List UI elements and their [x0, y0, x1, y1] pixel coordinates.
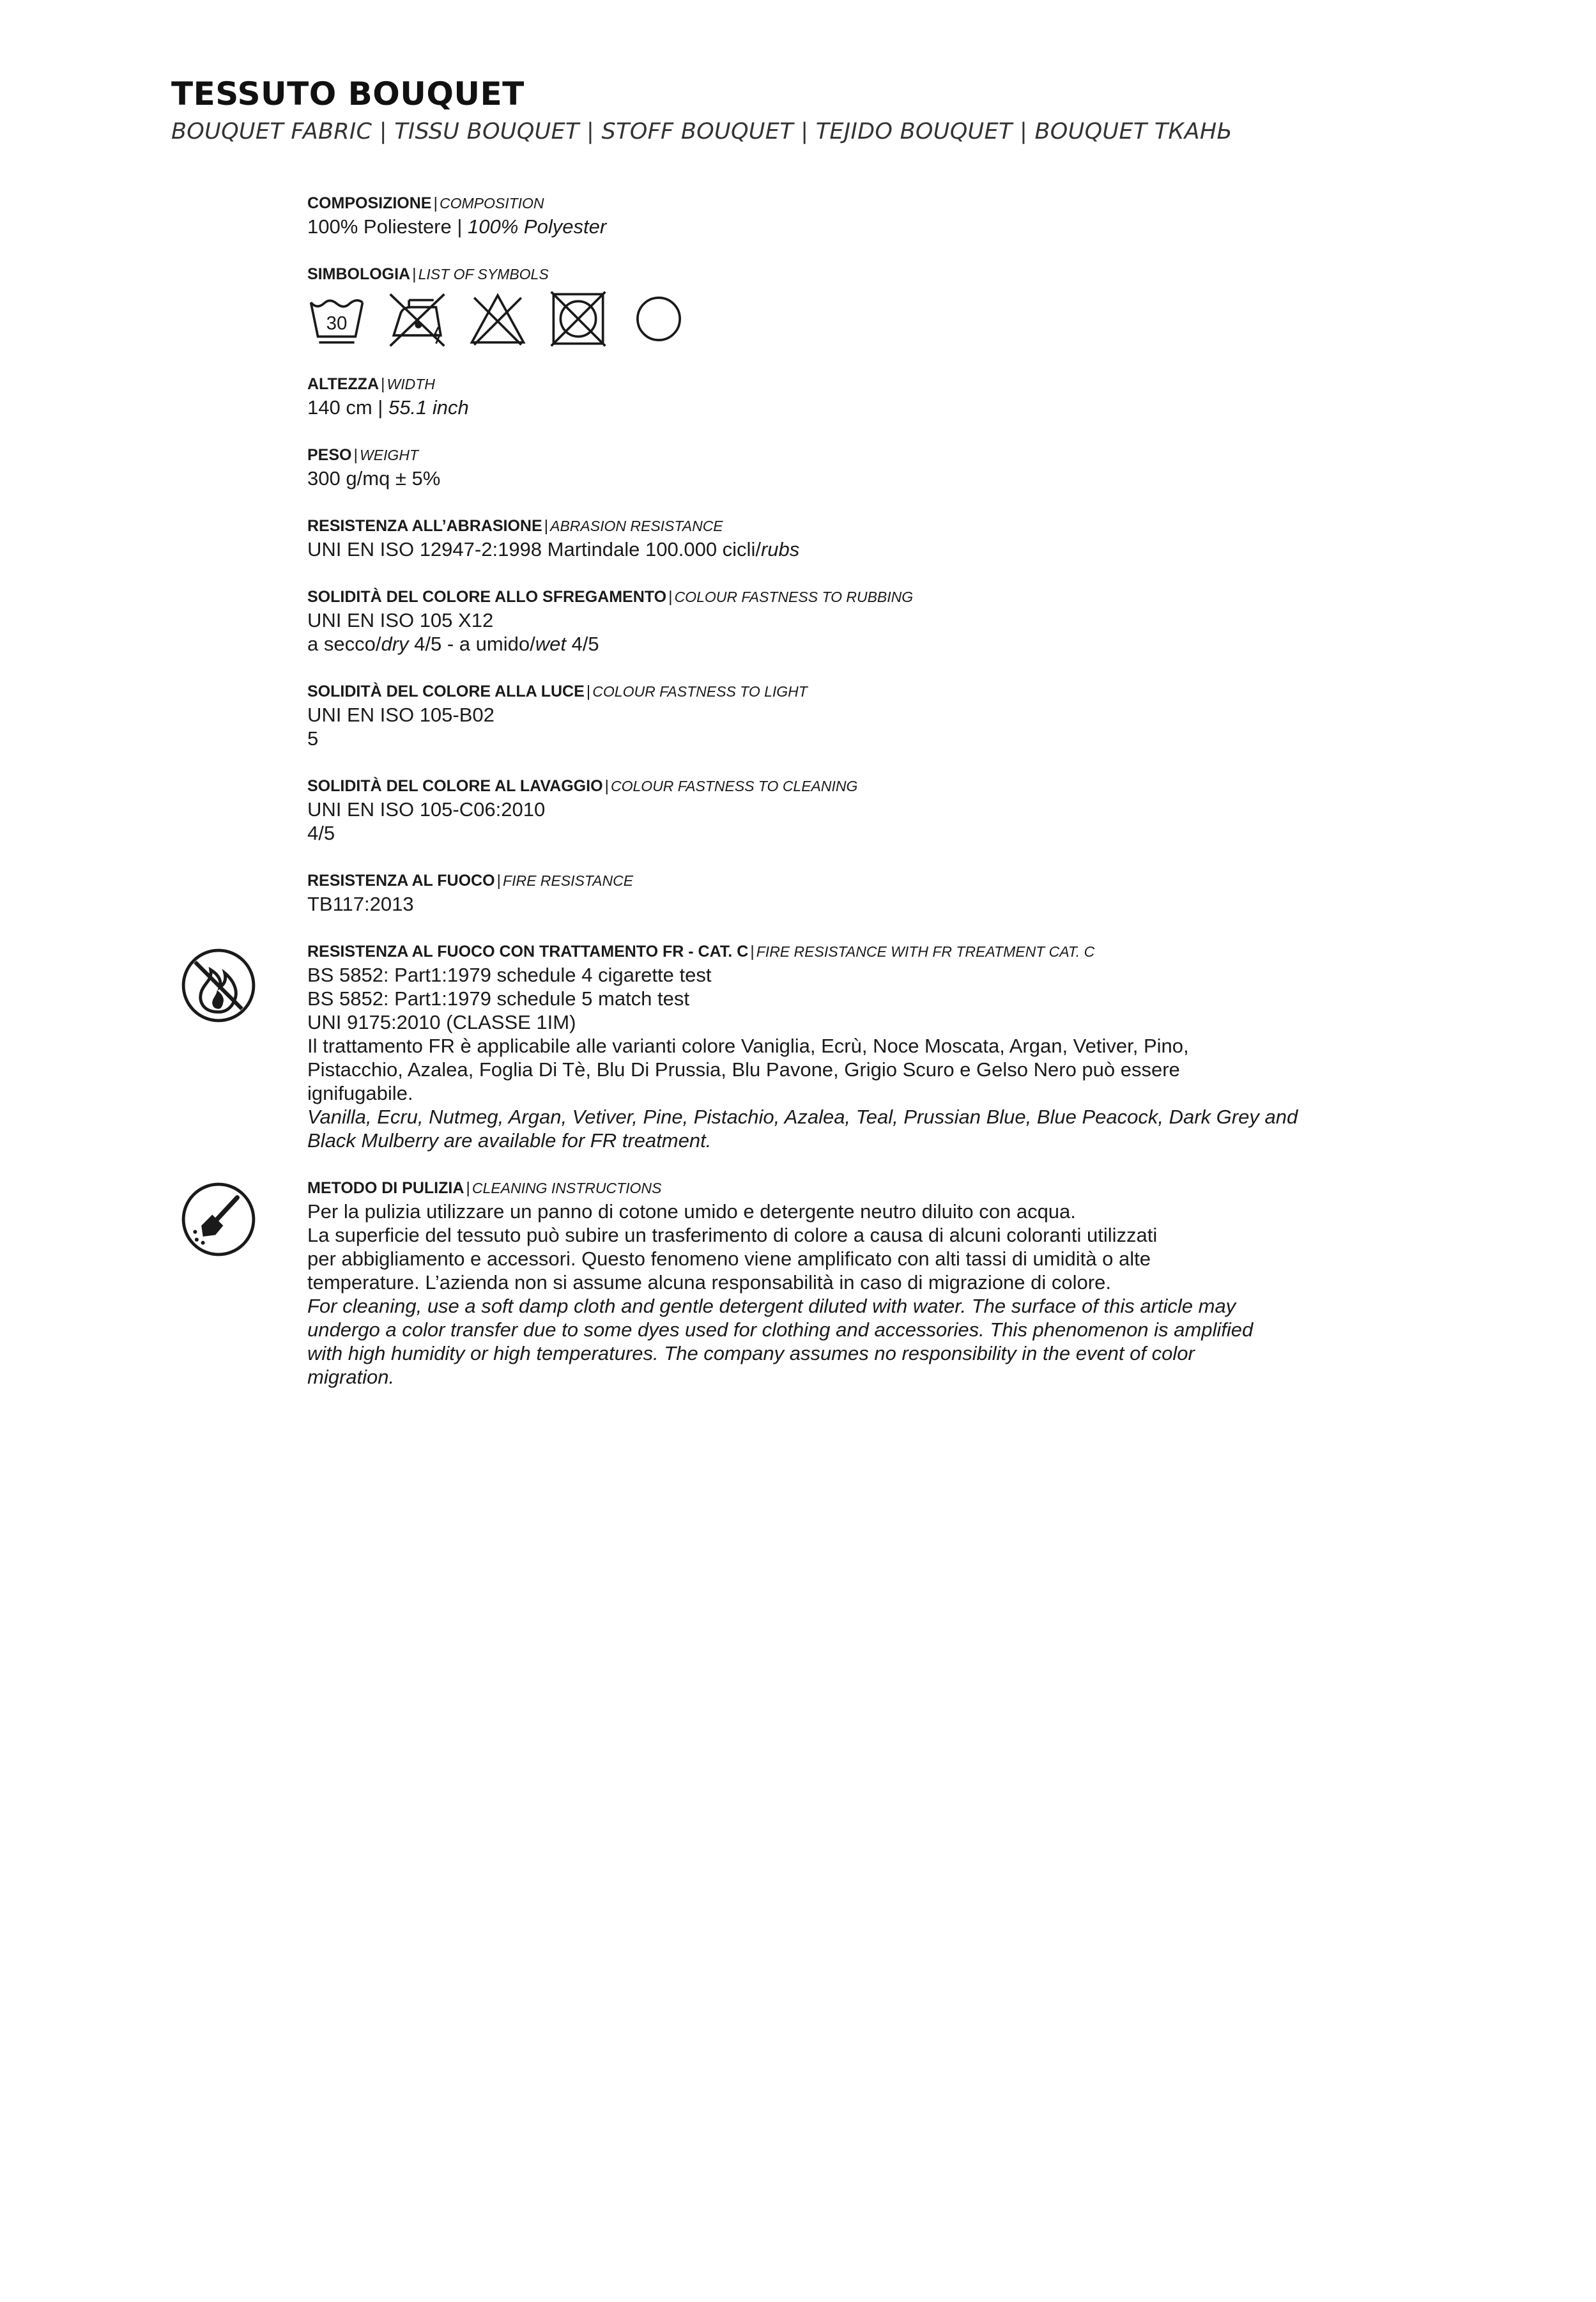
page-subtitle: BOUQUET FABRIC | TISSU BOUQUET | STOFF BOUQUET | TEJIDO BOUQUET | BOUQUET ТКАНЬ — [171, 119, 1232, 144]
fire-fr-line: Pistacchio, Azalea, Foglia Di Tè, Blu Di Prussia, Blu Pavone, Grigio Scuro e Gelso Nero può essere — [307, 1058, 1180, 1081]
fire-fr-line: UNI 9175:2010 (CLASSE 1IM) — [307, 1011, 576, 1033]
no-fire-icon — [180, 946, 257, 1024]
cleaning-brush-icon — [180, 1180, 257, 1258]
dry-clean-icon — [629, 290, 688, 348]
fire-fr-line: BS 5852: Part1:1979 schedule 5 match test — [307, 987, 689, 1010]
section-heading: RESISTENZA AL FUOCO | FIRE RESISTANCE — [307, 872, 634, 890]
cleaning-line: temperature. L’azienda non si assume alcuna responsabilità in caso di migrazione di colore. — [307, 1271, 1111, 1294]
section-heading: SOLIDITÀ DEL COLORE AL LAVAGGIO | COLOUR FASTNESS TO CLEANING — [307, 777, 858, 795]
fire-fr-line: Black Mulberry are available for FR treatment. — [307, 1129, 712, 1152]
fire-fr-line: ignifugabile. — [307, 1082, 413, 1104]
section-heading: RESISTENZA ALL’ABRASIONE | ABRASION RESISTANCE — [307, 517, 723, 535]
cleaning-section — [307, 1177, 1304, 1389]
fire-fr-line: BS 5852: Part1:1979 schedule 4 cigarette test — [307, 964, 712, 986]
composition-section — [307, 192, 1304, 238]
abrasion-section — [307, 514, 1304, 561]
light-section — [307, 680, 1304, 750]
section-heading: SOLIDITÀ DEL COLORE ALLO SFREGAMENTO | COLOUR FASTNESS TO RUBBING — [307, 588, 914, 606]
cleaning-line: per abbigliamento e accessori. Questo fenomeno viene amplificato con alti tassi di umidità o alte — [307, 1248, 1151, 1270]
cleaning-line: La superficie del tessuto può subire un trasferimento di colore a causa di alcuni coloranti utilizzati — [307, 1224, 1158, 1246]
fire-fr-line: Vanilla, Ecru, Nutmeg, Argan, Vetiver, Pine, Pistachio, Azalea, Teal, Prussian Blue, Blue Peacock, Dark Grey and — [307, 1106, 1298, 1128]
rubbing-values: a secco/dry 4/5 - a umido/wet 4/5 — [307, 633, 599, 655]
cleaning-line: with high humidity or high temperatures. The company assumes no responsibility in the event of color — [307, 1342, 1195, 1364]
section-heading: ALTEZZA | WIDTH — [307, 375, 435, 393]
section-heading: SIMBOLOGIA | LIST OF SYMBOLS — [307, 265, 549, 283]
no-iron-icon — [388, 290, 447, 348]
care-symbols — [307, 290, 1304, 348]
light-value: 5 — [307, 727, 319, 750]
spec-list — [307, 192, 1304, 1413]
fire-value: TB117:2013 — [307, 893, 414, 915]
light-standard: UNI EN ISO 105-B02 — [307, 704, 495, 726]
weight-section — [307, 444, 1304, 490]
washing-section — [307, 775, 1304, 845]
fire-fr-line: Il trattamento FR è applicabile alle varianti colore Vaniglia, Ecrù, Noce Moscata, Argan, Vetiver, Pino, — [307, 1035, 1189, 1057]
washing-value: 4/5 — [307, 822, 335, 844]
width-section — [307, 373, 1304, 419]
page-title: TESSUTO BOUQUET — [171, 75, 525, 112]
cleaning-line: undergo a color transfer due to some dyes used for clothing and accessories. This phenomenon is amplified — [307, 1318, 1254, 1341]
section-heading: SOLIDITÀ DEL COLORE ALLA LUCE | COLOUR FASTNESS TO LIGHT — [307, 683, 808, 700]
svg-text:30: 30 — [326, 313, 348, 334]
fire-fr-section — [307, 940, 1304, 1152]
no-bleach-icon — [468, 290, 527, 348]
fire-section — [307, 869, 1304, 916]
washing-standard: UNI EN ISO 105-C06:2010 — [307, 798, 546, 821]
width-value: 140 cm | 55.1 inch — [307, 396, 469, 419]
section-heading: PESO | WEIGHT — [307, 446, 418, 464]
composition-value: 100% Poliestere | 100% Polyester — [307, 215, 607, 238]
rubbing-standard: UNI EN ISO 105 X12 — [307, 609, 494, 631]
wash-30-icon — [307, 290, 366, 348]
no-tumble-dry-icon — [549, 290, 608, 348]
section-heading: METODO DI PULIZIA | CLEANING INSTRUCTIONS — [307, 1179, 662, 1197]
abrasion-value: UNI EN ISO 12947-2:1998 Martindale 100.000 cicli/rubs — [307, 538, 800, 560]
weight-value: 300 g/mq ± 5% — [307, 467, 441, 490]
section-heading: RESISTENZA AL FUOCO CON TRATTAMENTO FR - CAT. C | FIRE RESISTANCE WITH FR TREATMENT CAT. C — [307, 943, 1095, 961]
symbols-section — [307, 263, 1304, 348]
rubbing-section — [307, 585, 1304, 656]
section-heading: COMPOSIZIONE | COMPOSITION — [307, 194, 544, 212]
cleaning-line: migration. — [307, 1366, 395, 1388]
cleaning-line: For cleaning, use a soft damp cloth and gentle detergent diluted with water. The surface of this article may — [307, 1295, 1236, 1317]
cleaning-line: Per la pulizia utilizzare un panno di cotone umido e detergente neutro diluito con acqua. — [307, 1200, 1076, 1223]
